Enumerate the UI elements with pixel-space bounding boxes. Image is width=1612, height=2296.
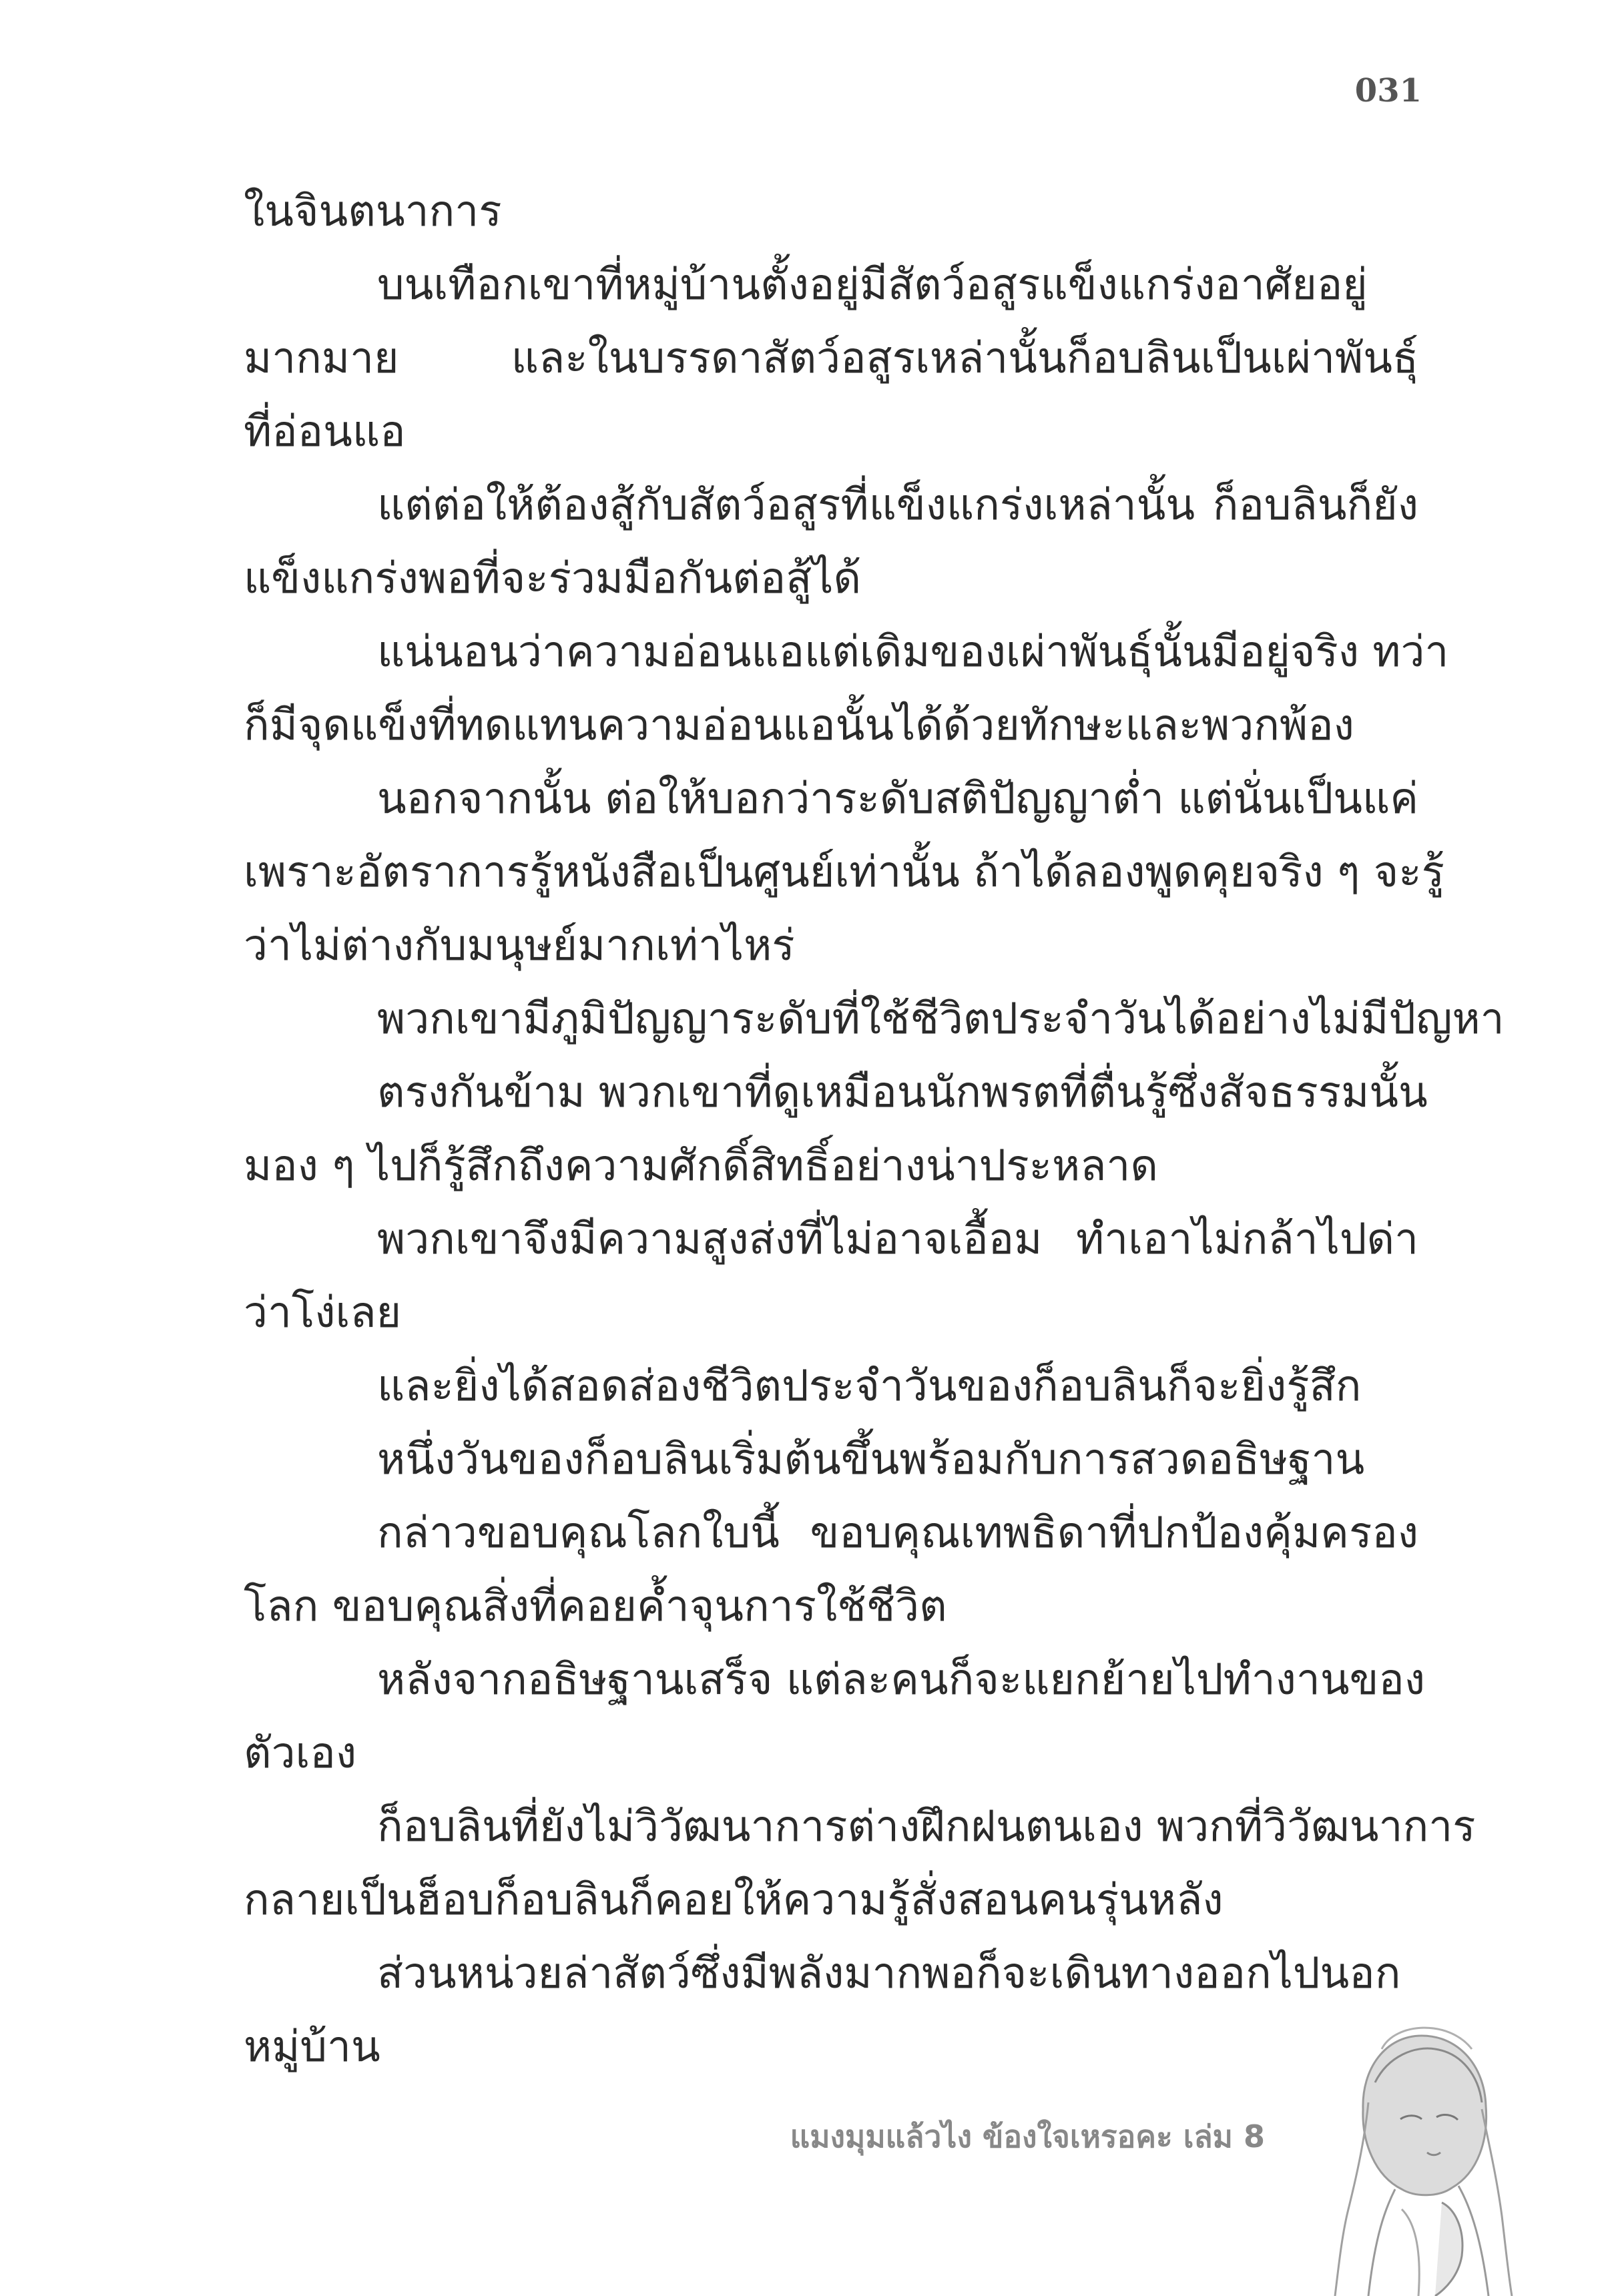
text-line: ตรงกันข้าม พวกเขาที่ดูเหมือนนักพรตที่ตื่นรู้ซึ่งสัจธรรมนั้น bbox=[377, 1068, 1428, 1117]
text-line: แต่ต่อให้ต้องสู้กับสัตว์อสูรที่แข็งแกร่งเหล่านั้น ก็อบลินก็ยัง bbox=[377, 481, 1418, 530]
text-line: ก็มีจุดแข็งที่ทดแทนความอ่อนแอนั้นได้ด้วยทักษะและพวกพ้อง bbox=[244, 701, 1354, 750]
text-line: หลังจากอธิษฐานเสร็จ แต่ละคนก็จะแยกย้ายไปทำงานของ bbox=[377, 1655, 1426, 1705]
text-line: มากมาย และในบรรดาสัตว์อสูรเหล่านั้นก็อบลินเป็นเผ่าพันธุ์ bbox=[244, 334, 1418, 383]
text-line: ก็อบลินที่ยังไม่วิวัฒนาการต่างฝึกฝนตนเอง พวกที่วิวัฒนาการ bbox=[377, 1802, 1476, 1851]
text-line: เพราะอัตราการรู้หนังสือเป็นศูนย์เท่านั้น ถ้าได้ลองพูดคุยจริง ๆ จะรู้ bbox=[244, 848, 1444, 897]
text-line: มอง ๆ ไปก็รู้สึกถึงความศักดิ์สิทธิ์อย่างน่าประหลาด bbox=[244, 1141, 1158, 1191]
text-line: แข็งแกร่งพอที่จะร่วมมือกันต่อสู้ได้ bbox=[244, 554, 861, 603]
text-line: กลายเป็นฮ็อบก็อบลินก็คอยให้ความรู้สั่งสอนคนรุ่นหลัง bbox=[244, 1876, 1224, 1925]
text-line: ว่าไม่ต่างกับมนุษย์มากเท่าไหร่ bbox=[244, 921, 795, 970]
text-line: ว่าโง่เลย bbox=[244, 1288, 402, 1338]
running-footer: แมงมุมแล้วไง ข้องใจเหรอคะ เล่ม 8 bbox=[790, 2118, 1265, 2155]
text-line: และยิ่งได้สอดส่องชีวิตประจำวันของก็อบลินก็จะยิ่งรู้สึก bbox=[377, 1362, 1362, 1411]
body-text bbox=[244, 175, 1505, 2084]
text-line: แน่นอนว่าความอ่อนแอแต่เดิมของเผ่าพันธุ์นั้นมีอยู่จริง ทว่า bbox=[377, 627, 1449, 677]
text-line: พวกเขาจึงมีความสูงส่งที่ไม่อาจเอื้อม ทำเอาไม่กล้าไปด่า bbox=[377, 1215, 1418, 1264]
text-line: หมู่บ้าน bbox=[244, 2022, 380, 2072]
page-number: 031 bbox=[1354, 72, 1422, 109]
text-line: ในจินตนาการ bbox=[244, 187, 502, 236]
character-illustration bbox=[1322, 2009, 1522, 2296]
text-line: ส่วนหน่วยล่าสัตว์ซึ่งมีพลังมากพอก็จะเดินทางออกไปนอก bbox=[377, 1949, 1401, 1998]
text-line: พวกเขามีภูมิปัญญาระดับที่ใช้ชีวิตประจำวันได้อย่างไม่มีปัญหา bbox=[377, 994, 1505, 1044]
text-line: ตัวเอง bbox=[244, 1729, 357, 1778]
text-line: บนเทือกเขาที่หมู่บ้านตั้งอยู่มีสัตว์อสูรแข็งแกร่งอาศัยอยู่ bbox=[377, 260, 1368, 310]
text-line: โลก ขอบคุณสิ่งที่คอยค้ำจุนการใช้ชีวิต bbox=[244, 1582, 947, 1631]
text-line: กล่าวขอบคุณโลกใบนี้ ขอบคุณเทพธิดาที่ปกป้องคุ้มครอง bbox=[377, 1508, 1418, 1558]
text-line: นอกจากนั้น ต่อให้บอกว่าระดับสติปัญญาต่ำ แต่นั่นเป็นแค่ bbox=[377, 774, 1418, 824]
text-line: หนึ่งวันของก็อบลินเริ่มต้นขึ้นพร้อมกับการสวดอธิษฐาน bbox=[377, 1435, 1365, 1484]
text-line: ที่อ่อนแอ bbox=[244, 407, 406, 457]
